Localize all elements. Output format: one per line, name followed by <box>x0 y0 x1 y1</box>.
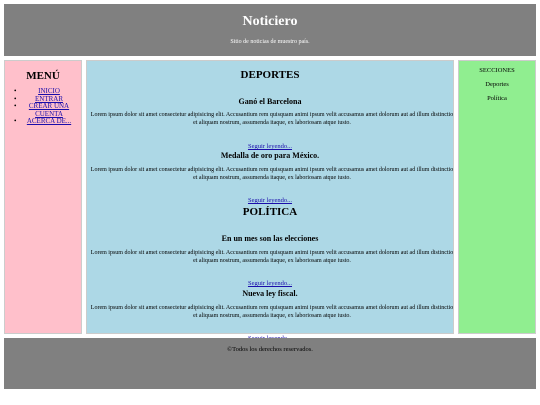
site-title: Noticiero <box>242 14 298 29</box>
sections-title: SECCIONES <box>479 67 515 74</box>
article-body: Lorem ipsum dolor sit amet consectetur adipisicing elit. Accusantium rem quisquam animi ipsum velit accusamus amet dolorum aut ad illum distinctio et aliquam nostrum, assumenda itaque, ex laboriosam atque iusto. <box>90 250 454 264</box>
bullet-icon: • <box>14 94 17 103</box>
menu-panel <box>4 60 82 334</box>
read-more-row <box>87 189 453 207</box>
main-content <box>86 60 454 334</box>
article-body: Lorem ipsum dolor sit amet consectetur adipisicing elit. Accusantium rem quisquam animi ipsum velit accusamus amet dolorum aut ad illum distinctio et aliquam nostrum, assumenda itaque, ex laboriosam atque iusto. <box>90 112 454 126</box>
menu-item-acerca-de <box>5 118 81 126</box>
sections-panel <box>458 60 536 334</box>
site-header <box>4 4 536 56</box>
menu-link-entrar[interactable]: ENTRAR <box>35 94 63 103</box>
site-subtitle: Sitio de noticias de muestro país. <box>230 39 310 45</box>
read-more-link[interactable]: Seguir leyendo... <box>247 143 293 150</box>
site-footer <box>4 338 536 389</box>
read-more-row <box>87 272 453 290</box>
read-more-link[interactable]: Seguir leyendo... <box>247 280 293 287</box>
menu-list <box>5 88 81 126</box>
article-title: En un mes son las elecciones <box>221 234 319 243</box>
article-title: Ganó el Barcelona <box>238 97 302 106</box>
menu-link-inicio[interactable]: INICIO <box>38 87 60 95</box>
read-more-link[interactable]: Seguir leyendo... <box>247 197 293 204</box>
menu-item-crear-cuenta <box>5 103 81 118</box>
bullet-icon: • <box>14 87 17 95</box>
menu-link-crear-cuenta[interactable]: CREAR UNA CUENTA <box>28 102 70 118</box>
sections-item-deportes[interactable]: Deportes <box>485 81 509 88</box>
article-body: Lorem ipsum dolor sit amet consectetur adipisicing elit. Accusantium rem quisquam animi ipsum velit accusamus amet dolorum aut ad illum distinctio et aliquam nostrum, assumenda itaque, ex laboriosam atque iusto. <box>90 305 454 319</box>
article-title: Nueva ley fiscal. <box>242 289 298 298</box>
article-body: Lorem ipsum dolor sit amet consectetur adipisicing elit. Accusantium rem quisquam animi ipsum velit accusamus amet dolorum aut ad illum distinctio et aliquam nostrum, assumenda itaque, ex laboriosam atque iusto. <box>90 167 454 181</box>
bullet-icon: • <box>14 117 17 125</box>
menu-link-acerca-de[interactable]: ACERCA DE... <box>26 117 72 125</box>
menu-title: MENÚ <box>26 70 60 82</box>
article-title: Medalla de oro para México. <box>220 151 320 160</box>
footer-text: ©Todos los derechos reservados. <box>227 346 313 353</box>
bullet-icon: • <box>14 102 17 110</box>
section-title-politica: POLÍTICA <box>242 206 298 218</box>
section-title-deportes: DEPORTES <box>240 69 300 81</box>
sections-item-politica[interactable]: Política <box>487 95 507 102</box>
